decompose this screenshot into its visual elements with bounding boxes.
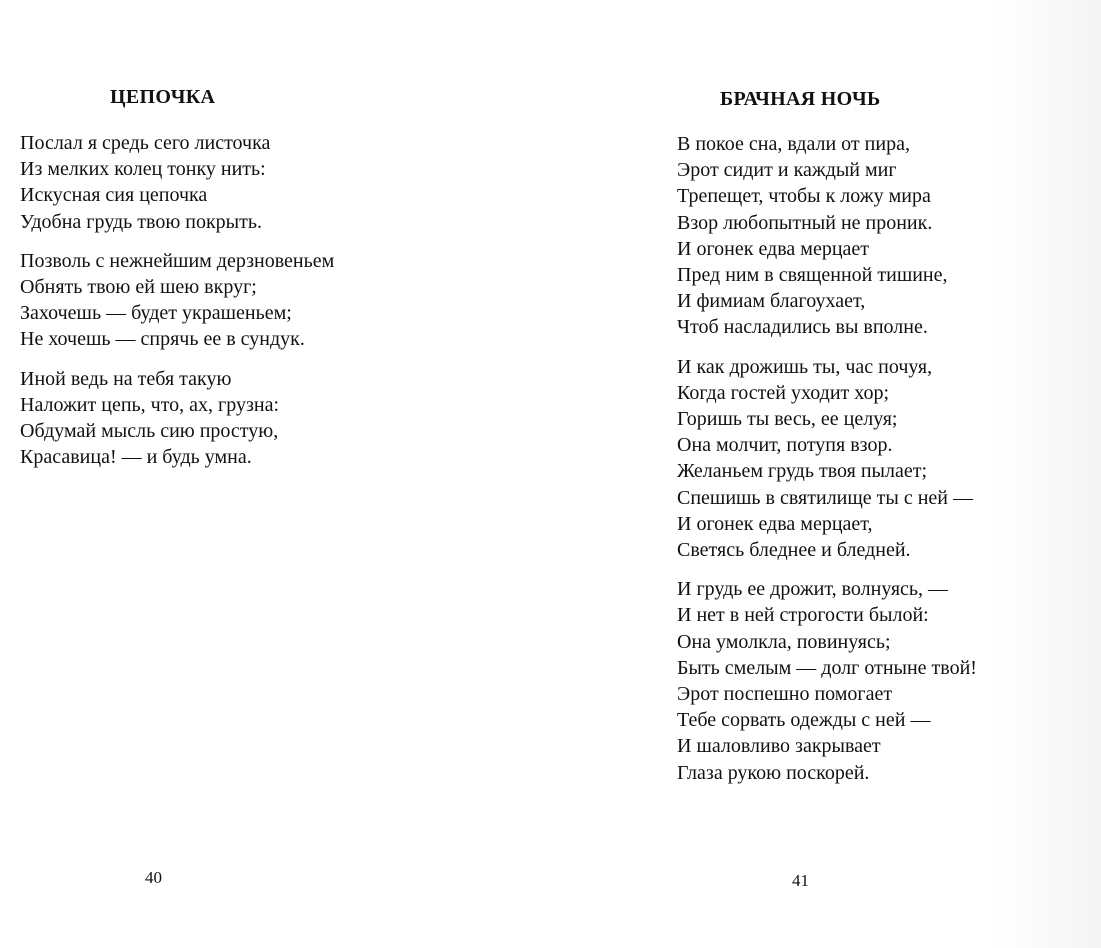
- poem-line: Искусная сия цепочка: [20, 184, 208, 207]
- poem-line: Обнять твою ей шею вкруг;: [20, 276, 257, 299]
- poem-line: Желаньем грудь твоя пылает;: [677, 460, 928, 483]
- poem-line: Обдумай мысль сию простую,: [20, 420, 279, 443]
- poem-line: Удобна грудь твою покрыть.: [20, 210, 262, 233]
- poem-line: Тебе сорвать одежды с ней —: [677, 709, 931, 732]
- poem-body: [20, 130, 334, 483]
- poem-line: Послал я средь сего листочка: [20, 132, 271, 154]
- poem-line: Из мелких колец тонку нить:: [20, 158, 266, 181]
- poem-line: Иной ведь на тебя такую: [20, 367, 232, 390]
- poem-line: Эрот поспешно помогает: [677, 683, 893, 706]
- poem-line: И шаловливо закрывает: [677, 735, 881, 758]
- poem-line: Трепещет, чтобы к ложу мира: [677, 185, 931, 208]
- right-page: [550, 0, 1101, 948]
- stanza: [20, 366, 334, 471]
- page-number: 41: [792, 871, 809, 890]
- poem-line: И огонек едва мерцает,: [677, 512, 873, 535]
- page-number: 40: [145, 868, 162, 887]
- poem-line: Горишь ты весь, ее целуя;: [677, 408, 898, 431]
- poem-body: [677, 131, 977, 799]
- poem-line: Чтоб насладились вы вполне.: [677, 316, 928, 339]
- poem-line: В покое сна, вдали от пира,: [677, 133, 910, 155]
- stanza: [20, 248, 334, 353]
- poem-line: Быть смелым — долг отныне твой!: [677, 656, 977, 679]
- poem-line: И грудь ее дрожит, волнуясь, —: [677, 578, 949, 601]
- poem-line: Спешишь в святилище ты с ней —: [677, 486, 973, 509]
- poem-line: Светясь бледнее и бледней.: [677, 539, 911, 562]
- poem-line: Захочешь — будет украшеньем;: [20, 302, 292, 325]
- poem-title: БРАЧНАЯ НОЧЬ: [720, 88, 881, 110]
- stanza: [677, 354, 977, 564]
- poem-line: Эрот сидит и каждый миг: [677, 159, 897, 182]
- stanza: [677, 576, 977, 786]
- poem-title: ЦЕПОЧКА: [110, 86, 216, 108]
- poem-line: Она умолкла, повинуясь;: [677, 630, 891, 653]
- poem-line: Взор любопытный не проник.: [677, 211, 933, 234]
- left-page: [0, 0, 540, 948]
- stanza: [677, 131, 977, 341]
- poem-line: Позволь с нежнейшим дерзновеньем: [20, 249, 335, 272]
- poem-line: И нет в ней строгости былой:: [677, 604, 929, 627]
- poem-line: Она молчит, потупя взор.: [677, 434, 893, 457]
- poem-line: И фимиам благоухает,: [677, 290, 866, 313]
- poem-line: Когда гостей уходит хор;: [677, 381, 890, 404]
- poem-line: Пред ним в священной тишине,: [677, 264, 948, 287]
- paper-show-through: [991, 0, 1101, 948]
- poem-line: Красавица! — и будь умна.: [20, 446, 252, 469]
- stanza: [20, 130, 334, 235]
- poem-line: Глаза рукою поскорей.: [677, 761, 870, 784]
- poem-line: И как дрожишь ты, час почуя,: [677, 355, 933, 378]
- poem-line: Не хочешь — спрячь ее в сундук.: [20, 328, 305, 351]
- poem-line: Наложит цепь, что, ах, грузна:: [20, 393, 280, 416]
- poem-line: И огонек едва мерцает: [677, 237, 870, 260]
